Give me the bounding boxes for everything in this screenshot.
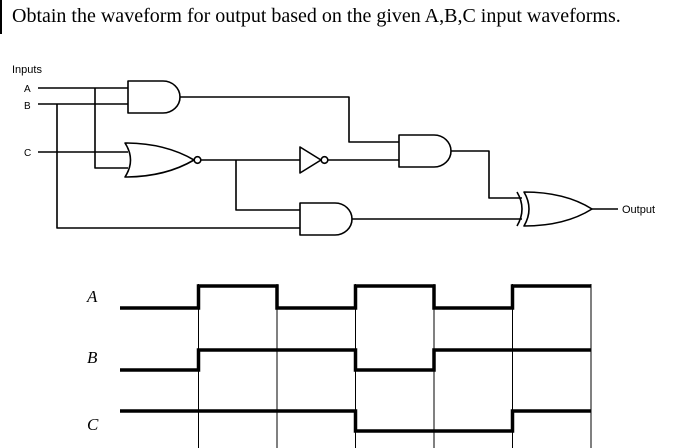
output-label: Output: [622, 204, 656, 216]
waveform-label-b: B: [87, 348, 98, 367]
not-bubble: [321, 157, 328, 164]
input-c-label: C: [24, 148, 32, 159]
wire-a-to-nor: [95, 88, 128, 168]
and-gate-3: [399, 135, 451, 167]
waveform-a: [120, 286, 591, 308]
and-gate-1: [128, 81, 180, 113]
nor-bubble: [194, 157, 201, 164]
xor-gate: [524, 192, 592, 226]
waveform-b: [120, 350, 591, 370]
and-gate-2: [300, 203, 352, 235]
not-gate: [300, 147, 321, 173]
waveform-gridlines: [199, 284, 592, 448]
nor-gate: [125, 143, 194, 177]
wire-nor-to-lower-and: [236, 160, 300, 210]
waveform-traces: [120, 286, 591, 431]
wire-and3-to-xor: [451, 151, 522, 198]
input-b-label: B: [24, 101, 31, 112]
xor-input-arc: [517, 192, 522, 226]
waveform-label-c: C: [87, 415, 99, 434]
inputs-heading: Inputs: [12, 64, 42, 76]
question-text: Obtain the waveform for output based on the given A,B,C input waveforms.: [12, 5, 621, 27]
wire-and1-to-and3: [180, 97, 399, 142]
waveform-label-a: A: [87, 287, 98, 306]
waveform-c: [120, 411, 591, 431]
input-a-label: A: [24, 84, 31, 95]
